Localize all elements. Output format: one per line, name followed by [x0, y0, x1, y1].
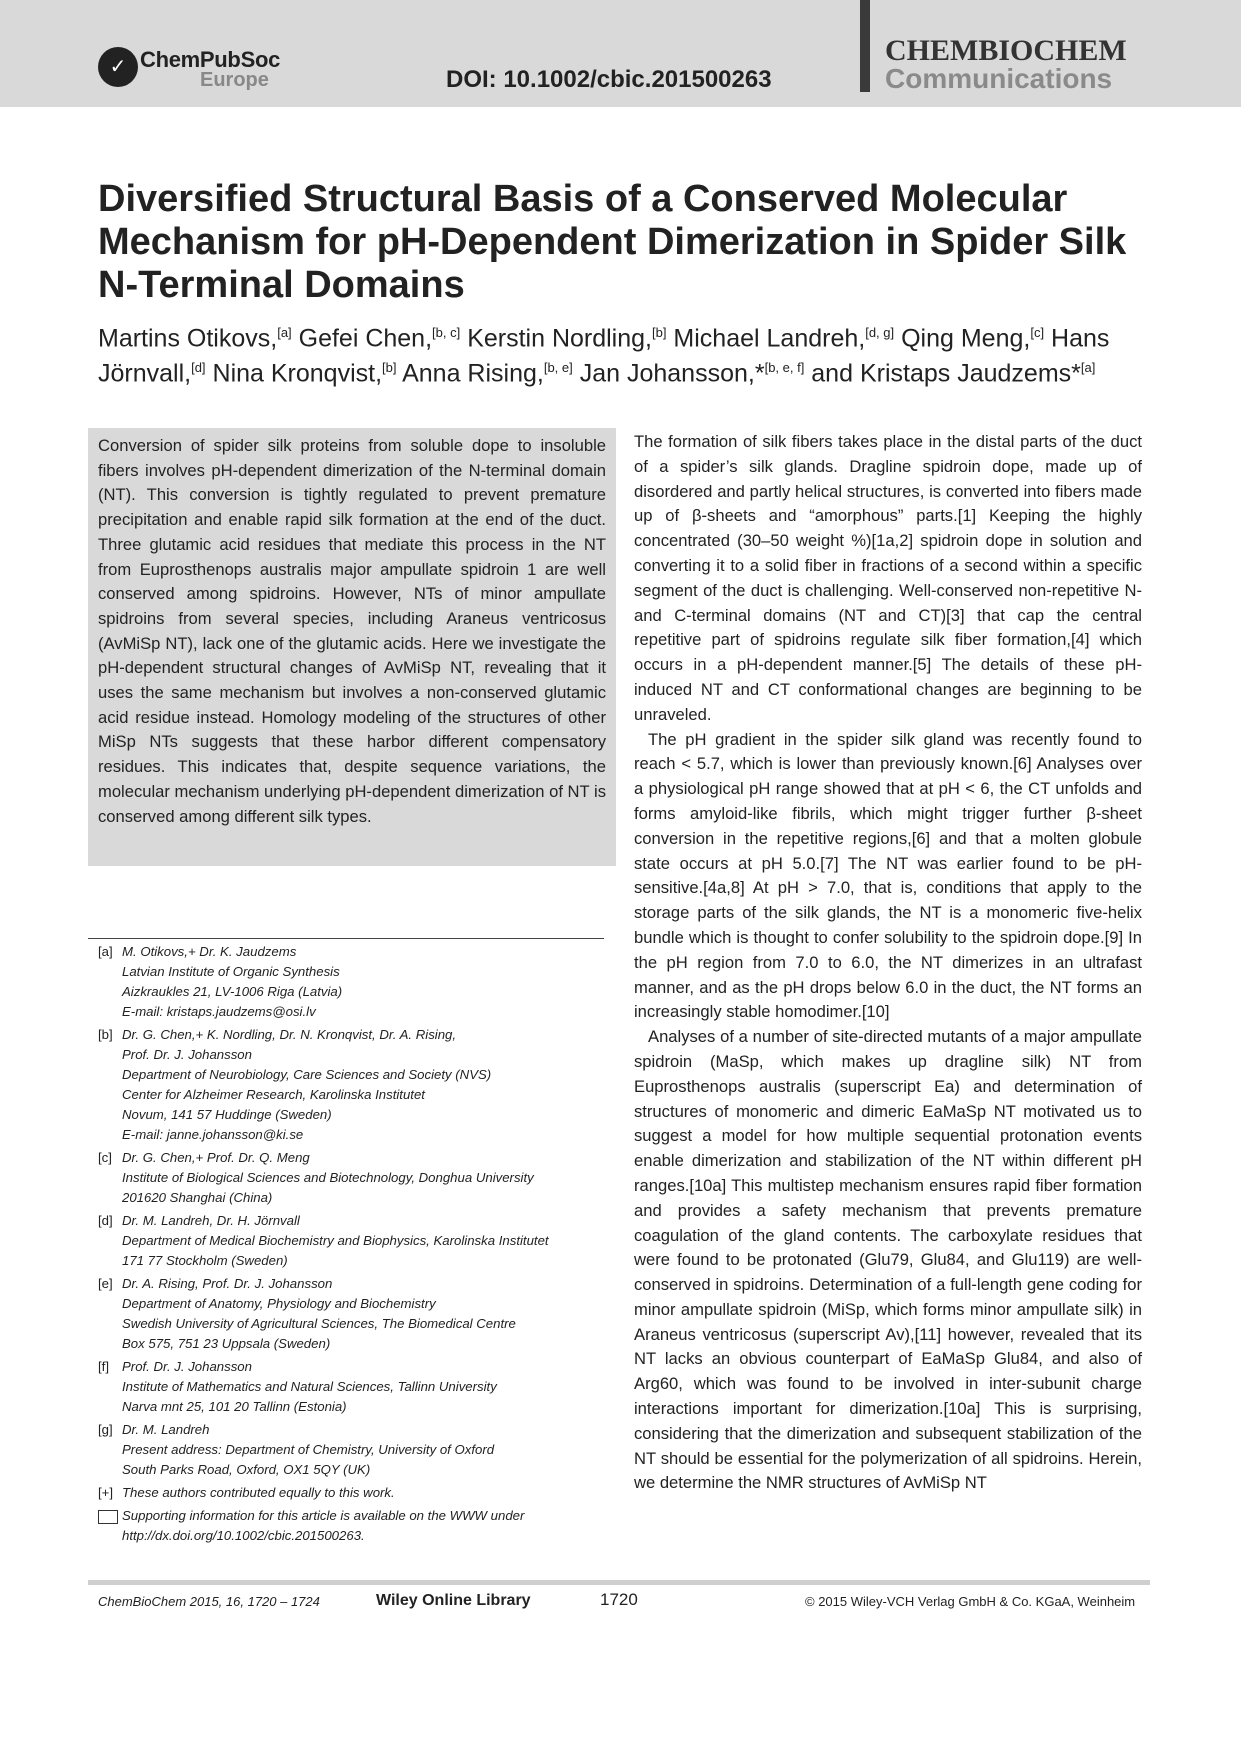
affiliation-text: Dr. M. Landreh, Dr. H. Jörnvall Department of Medical Biochemistry and Biophysics, Karolinska Institutet 171 77 Stockholm (Sweden): [122, 1213, 549, 1268]
affiliation-entry: [98, 1483, 618, 1503]
footer-divider: [88, 1580, 1150, 1585]
affiliation-entry: [98, 942, 618, 1022]
author-affiliation-mark: [a]: [1080, 360, 1096, 376]
supporting-info-icon: [98, 1510, 118, 1524]
author-affiliation-mark: [a]: [277, 325, 292, 340]
affiliation-label: [+]: [98, 1485, 114, 1500]
author-affiliation-mark: [b, c]: [432, 325, 461, 340]
author-name: Jan Johansson,*: [579, 359, 765, 388]
page-number: 1720: [600, 1590, 638, 1609]
affiliation-label: [c]: [98, 1150, 112, 1165]
affiliation-label: [f]: [98, 1359, 109, 1374]
affiliation-entry: [98, 1025, 618, 1145]
affiliation-label: [a]: [98, 944, 113, 959]
author-name: Michael Landreh,: [673, 324, 866, 353]
author-name: Gefei Chen,: [298, 324, 433, 353]
footer-citation: ChemBioChem 2015, 16, 1720 – 1724: [98, 1594, 320, 1609]
body-paragraph: The pH gradient in the spider silk gland was recently found to reach < 5.7, which is lower than previously known.[6] Analyses over a physiological pH range showed that at pH < 6, the CT unfolds and forms amyloid-like fibrils, which might trigger further β-sheet conversion in the repetitive regions,[6] and that a molten globule state occurs at pH 5.0.[7] The NT was earlier found to be pH-sensitive.[4a,8] At pH > 7.0, that is, conditions that apply to the storage parts of the silk glands, the NT is a monomeric five-helix bundle which is thought to confer solubility to the spidroin dope.[9] In the pH region from 7.0 to 6.0, the NT dimerizes in an ultrafast manner, and as the pH drops below 6.0 in the duct, the NT forms an increasingly stable homodimer.[10]: [634, 729, 1142, 1022]
affiliation-text: Dr. G. Chen,+ Prof. Dr. Q. Meng Institute of Biological Sciences and Biotechnology, Donghua University 201620 Shanghai (China): [122, 1150, 534, 1205]
author-affiliation-mark: [b]: [652, 325, 667, 340]
body-text: [634, 430, 1142, 1496]
affiliation-text: Prof. Dr. J. Johansson Institute of Mathematics and Natural Sciences, Tallinn University Narva mnt 25, 101 20 Tallinn (Estonia): [122, 1359, 497, 1414]
footer-copyright: © 2015 Wiley-VCH Verlag GmbH & Co. KGaA, Weinheim: [805, 1594, 1136, 1609]
author-affiliation-mark: [b, e, f]: [764, 360, 805, 376]
affiliation-entry: [98, 1211, 618, 1271]
affiliation-entry: [98, 1148, 618, 1208]
affiliation-text: Supporting information for this article is available on the WWW under http://dx.doi.org/10.1002/cbic.201500263.: [122, 1508, 525, 1543]
affiliation-label: [d]: [98, 1213, 113, 1228]
journal-name: CHEMBIOCHEM: [885, 34, 1127, 67]
author-name: Anna Rising,: [402, 359, 544, 388]
article-title: Diversified Structural Basis of a Conserved Molecular Mechanism for pH-Dependent Dimerization in Spider Silk N-Terminal Domains: [98, 178, 1127, 306]
author-name: Nina Kronqvist,: [212, 359, 383, 388]
affiliation-entry: [98, 1506, 618, 1546]
affiliation-divider: [88, 938, 604, 939]
footer-wiley-link[interactable]: Wiley Online Library: [376, 1592, 531, 1609]
affiliation-text: Dr. A. Rising, Prof. Dr. J. Johansson Department of Anatomy, Physiology and Biochemistry Swedish University of Agricultural Sciences, The Biomedical Centre Box 575, 751 23 Uppsala (Sweden): [122, 1276, 516, 1351]
journal-bar: [860, 0, 870, 92]
author-name: Martins Otikovs,: [98, 324, 278, 353]
body-paragraph: The formation of silk fibers takes place in the distal parts of the duct of a spider’s silk glands. Dragline spidroin dope, made up of disordered and partly helical structures, is converted into fibers made up of β-sheets and “amorphous” parts.[1] Keeping the highly concentrated (30–50 weight %)[1a,2] spidroin dope in solution and converting it to a solid fiber in fractions of a second within a specific segment of the duct is challenging. Well-conserved non-repetitive N- and C-terminal domains (NT and CT)[3] that cap the central repetitive part of spidroins regulate silk fiber formation,[4] which occurs in a pH-dependent manner.[5] The details of these pH-induced NT and CT conformational changes are beginning to be unraveled.: [634, 432, 1142, 724]
doi: DOI: 10.1002/cbic.201500263: [446, 66, 772, 93]
author-list: [98, 318, 1138, 389]
author-affiliation-mark: [b]: [382, 360, 397, 376]
author-affiliation-mark: [b, e]: [543, 360, 573, 376]
author-affiliation-mark: [d]: [191, 360, 206, 376]
author-name: Hans Jörnvall,: [98, 324, 1110, 388]
logo-text-chempubsoc: ChemPubSoc: [140, 47, 281, 72]
affiliation-text: M. Otikovs,+ Dr. K. Jaudzems Latvian Institute of Organic Synthesis Aizkraukles 21, LV-1006 Riga (Latvia) E-mail: kristaps.jaudzems@osi.lv: [122, 944, 343, 1019]
section-name: Communications: [885, 63, 1113, 94]
abstract: Conversion of spider silk proteins from soluble dope to insoluble fibers involves pH-dependent dimerization of the N-terminal domain (NT). This conversion is tightly regulated to prevent premature precipitation and enable rapid silk formation at the end of the duct. Three glutamic acid residues that mediate this process in the NT from Euprosthenops australis major ampullate spidroin 1 are well conserved among spidroins. However, NTs of minor ampullate spidroins from several species, including Araneus ventricosus (AvMiSp NT), lack one of the glutamic acids. Here we investigate the pH-dependent structural changes of AvMiSp NT, revealing that it uses the same mechanism but involves a non-conserved glutamic acid residue instead. Homology modeling of the structures of other MiSp NTs suggests that these harbor different compensatory residues. This indicates that, despite sequence variations, the molecular mechanism underlying pH-dependent dimerization of NT is conserved among different silk types.: [88, 428, 616, 866]
author-affiliation-mark: [c]: [1030, 325, 1045, 340]
affiliation-label: [b]: [98, 1027, 113, 1042]
affiliation-text: Dr. M. Landreh Present address: Department of Chemistry, University of Oxford South Parks Road, Oxford, OX1 5QY (UK): [122, 1422, 495, 1477]
publisher-logo: [98, 45, 298, 95]
affiliation-label: [g]: [98, 1422, 113, 1437]
page-header: [0, 0, 1241, 107]
affiliation-label: [98, 1506, 118, 1526]
affiliation-entry: [98, 1357, 618, 1417]
author-name: and: [811, 359, 853, 388]
author-affiliation-mark: [d, g]: [865, 325, 895, 340]
chempubsoc-icon: ✓: [98, 47, 138, 87]
logo-text-europe: Europe: [200, 69, 269, 91]
author-name: Kerstin Nordling,: [467, 324, 652, 353]
affiliation-text: Dr. G. Chen,+ K. Nordling, Dr. N. Kronqvist, Dr. A. Rising, Prof. Dr. J. Johansson Department of Neurobiology, Care Sciences and Society (NVS) Center for Alzheimer Research, Karolinska Institutet Novum, 141 57 Huddinge (Sweden) E-mail: janne.johansson@ki.se: [122, 1027, 492, 1142]
body-paragraph: Analyses of a number of site-directed mutants of a major ampullate spidroin (MaSp, which makes up dragline silk) NT from Euprosthenops australis (superscript Ea) and determination of structures of monomeric and dimeric EaMaSp NT motivated us to suggest a model for how multiple sequential protonation events enable dimerization and stabilization of the NT within different pH ranges.[10a] This multistep mechanism ensures rapid fiber formation and provides a safety mechanism that prevents premature coagulation of the gland contents. The carboxylate residues that were found to be protonated (Glu79, Glu84, and Glu119) are well-conserved in spidroins. Determination of a full-length gene coding for minor ampullate spidroin (MiSp, which forms minor ampullate silk) in Araneus ventricosus (superscript Av),[11] however, revealed that its NT lacks an obvious counterpart of EaMaSp Glu84, and also of Arg60, which was found to be involved in inter-subunit charge interactions important for dimerization.[10a] This is surprising, considering that the dimerization and subsequent stabilization of the NT should be essential for the polymerization of all spidroins. Herein, we determine the NMR structures of AvMiSp NT: [634, 1027, 1142, 1493]
author-name: Kristaps Jaudzems*: [859, 359, 1081, 388]
author-name: Qing Meng,: [901, 324, 1031, 353]
affiliation-label: [e]: [98, 1276, 113, 1291]
affiliations: [98, 942, 618, 1549]
affiliation-text: These authors contributed equally to this work.: [122, 1485, 395, 1500]
affiliation-entry: [98, 1274, 618, 1354]
affiliation-entry: [98, 1420, 618, 1480]
